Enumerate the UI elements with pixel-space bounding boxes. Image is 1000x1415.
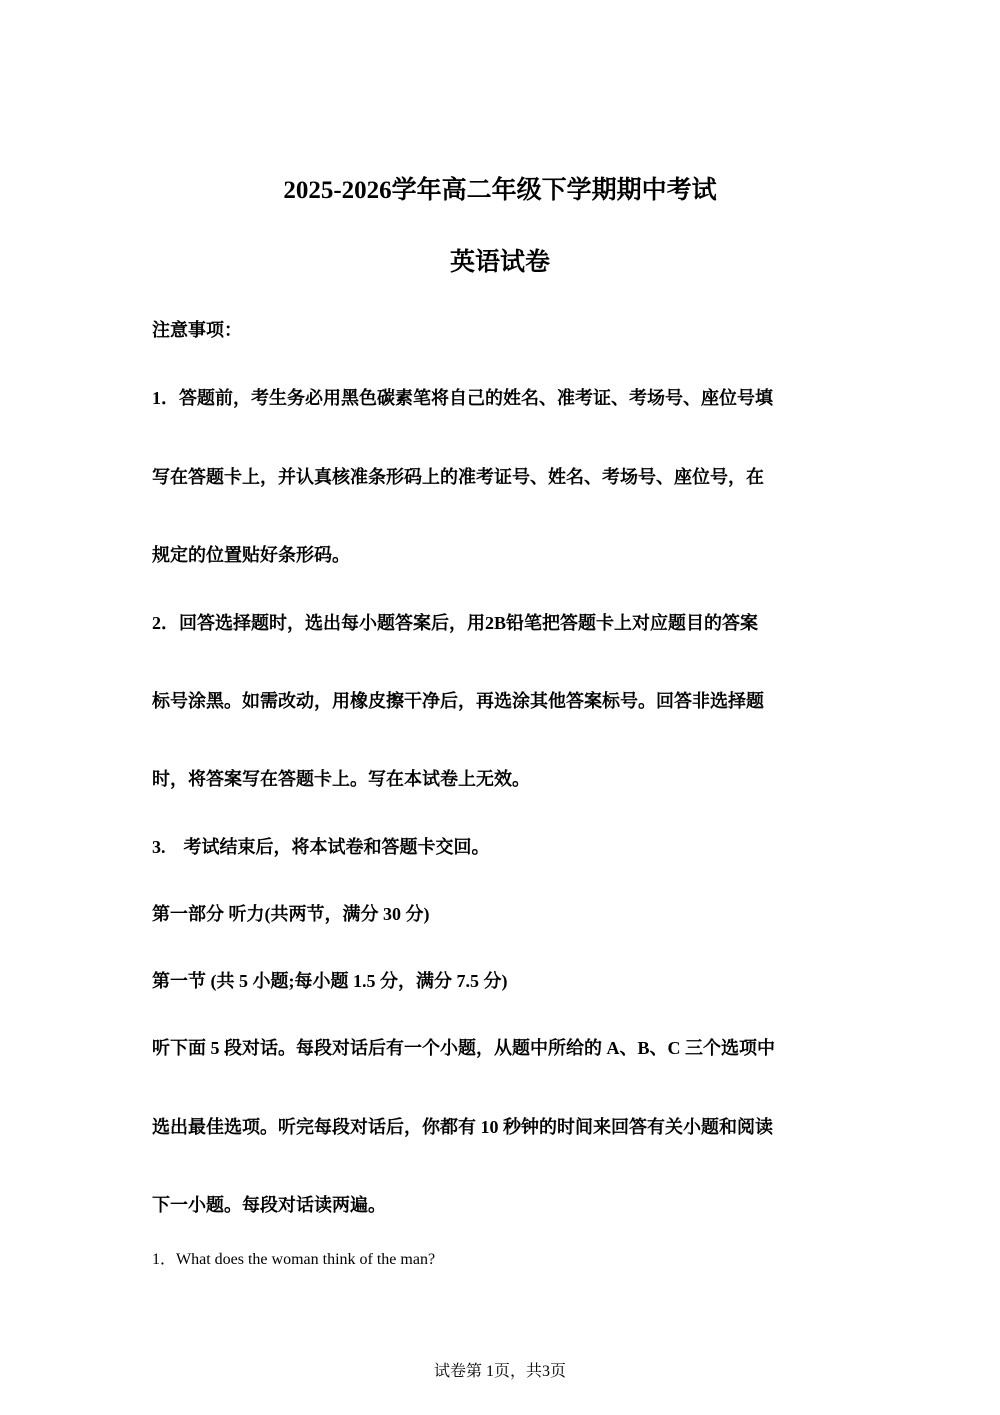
notice-item-2-line-2: 标号涂黑。如需改动，用橡皮擦干净后，再选涂其他答案标号。回答非选择题 (152, 691, 764, 711)
notice-item-1-line-1: 1．答题前，考生务必用黑色碳素笔将自己的姓名、准考证、考场号、座位号填 (152, 388, 773, 408)
exam-title: 2025-2026学年高二年级下学期期中考试 (283, 177, 717, 204)
notice-item-2-line-3: 时，将答案写在答题卡上。写在本试卷上无效。 (152, 769, 530, 789)
notice-item-2-line-1: 2．回答选择题时，选出每小题答案后，用2B铅笔把答题卡上对应题目的答案 (152, 613, 759, 633)
instructions-line-3: 下一小题。每段对话读两遍。 (152, 1195, 386, 1215)
part-1-heading: 第一部分 听力(共两节，满分 30 分) (152, 904, 430, 924)
question-1: 1．What does the woman think of the man? (152, 1251, 436, 1268)
page-footer: 试卷第 1页，共3页 (433, 1363, 566, 1380)
instructions-line-1: 听下面 5 段对话。每段对话后有一个小题，从题中所给的 A、B、C 三个选项中 (152, 1038, 776, 1058)
notice-item-3: 3. 考试结束后，将本试卷和答题卡交回。 (152, 837, 490, 857)
exam-subtitle: 英语试卷 (449, 249, 550, 276)
notice-item-1-line-3: 规定的位置贴好条形码。 (152, 545, 350, 565)
section-1-heading: 第一节 (共 5 小题;每小题 1.5 分，满分 7.5 分) (152, 971, 508, 991)
notice-heading: 注意事项： (152, 320, 242, 340)
instructions-line-2: 选出最佳选项。听完每段对话后，你都有 10 秒钟的时间来回答有关小题和阅读 (152, 1117, 773, 1137)
notice-item-1-line-2: 写在答题卡上，并认真核准条形码上的准考证号、姓名、考场号、座位号，在 (152, 467, 764, 487)
